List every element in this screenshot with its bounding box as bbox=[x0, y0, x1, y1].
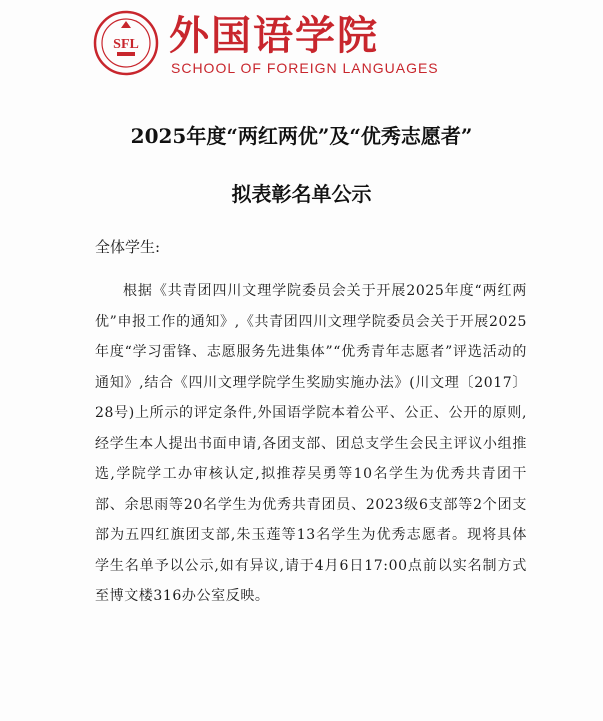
document-title-line1: 2025年度“两红两优”及“优秀志愿者” bbox=[130, 124, 473, 148]
school-name-en: SCHOOL OF FOREIGN LANGUAGES bbox=[171, 60, 439, 76]
school-seal-logo bbox=[93, 10, 159, 76]
announcement-paragraph: 根据《共青团四川文理学院委员会关于开展2025年度“两红两优”申报工作的通知》,《共青团四川文理学院委员会关于开展2025年度“学习雷锋、志愿服务先进集体”“优秀青年志愿者”评选活动的通知》,结合《四川文理学院学生奖励实施办法》(川文理〔2017〕28号)上所示的评定条件,外国语学院本着公平、公正、公开的原则,经学生本人提出书面申请,各团支部、团总支学生会民主评议小组推选,学院学工办审核认定,拟推荐吴勇等10名学生为优秀共青团干部、余思雨等20名学生为优秀共青团员、2023级6支部等2个团支部为五四红旗团支部,朱玉莲等13名学生为优秀志愿者。现将具体学生名单予以公示,如有异议,请于4月6日17:00点前以实名制方式至博文楼316办公室反映。 bbox=[95, 283, 527, 604]
letterhead bbox=[93, 10, 439, 80]
document-title-line2: 拟表彰名单公示 bbox=[231, 182, 372, 206]
salutation: 全体学生: bbox=[95, 238, 161, 256]
seal-text: SFL bbox=[113, 37, 139, 52]
school-name-cn: 外国语学院 bbox=[169, 12, 379, 59]
